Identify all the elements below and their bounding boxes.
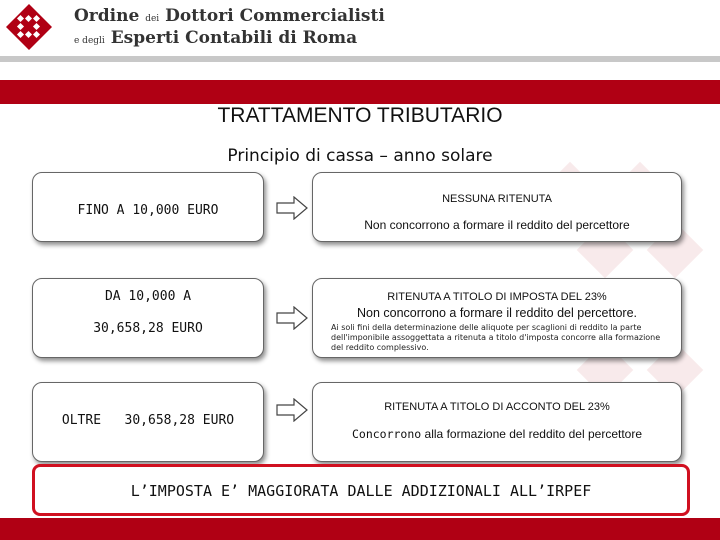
slide-subtitle: Principio di cassa – anno solare bbox=[227, 146, 493, 166]
treatment-text-1: Non concorrono a formare il reddito del percettore bbox=[364, 218, 630, 232]
treatment-box-1 bbox=[312, 172, 682, 242]
org-word-ordine: Ordine bbox=[74, 6, 140, 26]
treatment-text-3-rest: alla formazione del reddito del percettore bbox=[421, 427, 643, 441]
treatment-title-2: RITENUTA A TITOLO DI IMPOSTA DEL 23% bbox=[387, 291, 607, 303]
threshold-label-1: FINO A 10,000 EURO bbox=[77, 203, 219, 218]
threshold-box-3 bbox=[32, 382, 264, 462]
red-banner bbox=[0, 80, 720, 104]
threshold-label-2b: 30,658,28 EURO bbox=[93, 321, 203, 336]
treatment-text-3 bbox=[313, 427, 681, 441]
final-note-text: L’IMPOSTA E’ MAGGIORATA DALLE ADDIZIONALI ALL’IRPEF bbox=[130, 482, 592, 500]
threshold-label-2a: DA 10,000 A bbox=[104, 289, 192, 304]
treatment-box-3 bbox=[312, 382, 682, 462]
treatment-text-2: Non concorrono a formare il reddito del percettore. bbox=[356, 306, 637, 320]
header-divider bbox=[0, 56, 720, 62]
arrow-right-icon bbox=[276, 398, 308, 422]
org-word-dei: dei bbox=[145, 14, 160, 24]
org-word-esperti: Esperti Contabili di Roma bbox=[110, 28, 358, 48]
organization-name-line1 bbox=[74, 6, 385, 26]
org-word-dottori: Dottori Commercialisti bbox=[165, 6, 385, 26]
treatment-note-2: Ai soli fini della determinazione delle aliquote per scaglioni di reddito la parte dell'imponibile assoggettata a ritenuta a titolo d'imposta concorre alla formazione del reddito complessivo. bbox=[331, 323, 661, 352]
final-note-box bbox=[32, 464, 690, 516]
arrow-right-icon bbox=[276, 306, 308, 330]
threshold-box-1 bbox=[32, 172, 264, 242]
treatment-box-2 bbox=[312, 278, 682, 358]
footer-bar bbox=[0, 518, 720, 540]
geometric-logo-icon bbox=[4, 2, 54, 52]
slide-title: TRATTAMENTO TRIBUTARIO bbox=[217, 104, 503, 127]
treatment-title-1: NESSUNA RITENUTA bbox=[442, 193, 552, 205]
arrow-right-icon bbox=[276, 196, 308, 220]
treatment-text-3-emph: Concorrono bbox=[351, 427, 422, 441]
threshold-box-2 bbox=[32, 278, 264, 358]
threshold-label-3: OLTRE 30,658,28 EURO bbox=[61, 413, 235, 428]
org-word-edegli: e degli bbox=[74, 36, 105, 46]
organization-name-line2 bbox=[74, 28, 357, 48]
treatment-title-3: RITENUTA A TITOLO DI ACCONTO DEL 23% bbox=[384, 401, 610, 413]
